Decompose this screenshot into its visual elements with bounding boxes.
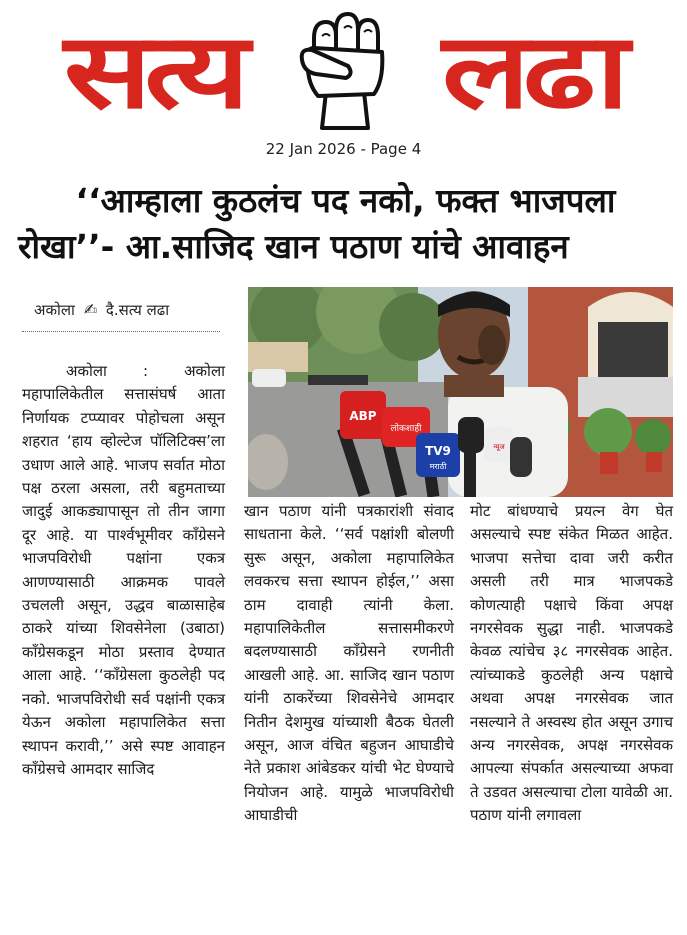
masthead-title-left: सत्य bbox=[63, 9, 243, 132]
mic-label-news: न्यूज bbox=[493, 443, 505, 451]
byline-source: दै.सत्य लढा bbox=[105, 301, 170, 319]
article-column-3: मोट बांधण्याचे प्रयत्न वेग घेत असल्याचे स्पष्ट संकेत मिळत आहेत. भाजपा सत्तेचा दावा जरी करीत असली तरी मात्र भाजपकडे कोणत्याही पक्षाचे किंवा अपक्ष नगरसेवक सुद्धा नाही. भाजपकडे केवळ त्यांचेच ३८ नगरसेवक आहेत. त्यांच्याकडे कुठलेही अन्य पक्षाचे अथवा अपक्ष नगरसेवक जात नसल्याने ते अस्वस्थ होत असून उगाच अन्य नगरसेवक, अपक्ष नगरसेवक आपल्या संपर्कात असल्याच्या अफवा ते उडवत असल्याचा टोला यावेळी आ. पठाण यांनी लगावला bbox=[470, 502, 673, 825]
byline bbox=[34, 300, 169, 320]
masthead bbox=[0, 0, 687, 140]
article-column-1: अकोला : अकोला महापालिकेतील सत्तासंघर्ष आता निर्णायक टप्प्यावर पोहोचला असून शहरात ‘हाय व्होल्टेज पॉलिटिक्स’ला उधाण आले आहे. भाजप सर्वात मोठा पक्ष ठरला असला, तरी बहुमताच्या जादुई आकड्यापासून तो तीन जागा दूर आहे. या पार्श्वभूमीवर काँग्रेसने भाजपविरोधी पक्षांना एकत्र आणण्यासाठी आक्रमक पावले उचलली असून, उद्धव बाळासाहेब ठाकरे यांच्या शिवसेनेला (उबाठा) काँग्रेसकडून मोठा प्रस्ताव देण्यात आला आहे. ‘‘काँग्रेसला कुठलेही पद नको. भाजपविरोधी सर्व पक्षांनी एकत्र येऊन अकोला महापालिकेत सत्ता स्थापन करावी,’’ असे स्पष्ट आवाहन काँग्रेसचे आमदार साजिद bbox=[22, 362, 225, 778]
mic-label-abp: ABP bbox=[349, 409, 377, 423]
byline-divider bbox=[22, 331, 220, 332]
headline-line-1: ‘‘आम्हाला कुठलंच पद नको, फक्त भाजपला bbox=[75, 181, 616, 220]
article-headline bbox=[18, 178, 673, 270]
pen-icon: ✍ bbox=[83, 300, 98, 319]
masthead-title-right: लढा bbox=[441, 9, 622, 132]
headline-line-2: रोखा’’- आ.साजिद खान पठाण यांचे आवाहन bbox=[18, 227, 569, 266]
press-conference-photo bbox=[248, 287, 673, 497]
mic-label-tv9: TV9 bbox=[425, 444, 451, 458]
mic-label-marathi: मराठी bbox=[429, 462, 447, 471]
dateline: 22 Jan 2026 - Page 4 bbox=[265, 140, 422, 158]
mic-label-lokshahi: लोकशाही bbox=[390, 424, 422, 434]
article-column-2: खान पठाण यांनी पत्रकारांशी संवाद साधताना केले. ‘‘सर्व पक्षांशी बोलणी सुरू असून, अकोला महापालिकेत लवकरच सत्ता स्थापन होईल,’’ असा ठाम दावाही त्यांनी केला. महापालिकेतील सत्तासमीकरणे बदलण्यासाठी काँग्रेसने रणनीती आखली आहे. आ. साजिद खान पठाण यांनी ठाकरेंच्या शिवसेनेचे आमदार नितीन देशमुख यांच्याशी बैठक घेतली असून, आज वंचित बहुजन आघाडीचे नेते प्रकाश आंबेडकर यांची भेट घेण्याचे नियोजन आहे. यामुळे भाजपविरोधी आघाडीची bbox=[244, 502, 454, 825]
byline-place: अकोला bbox=[34, 301, 75, 319]
